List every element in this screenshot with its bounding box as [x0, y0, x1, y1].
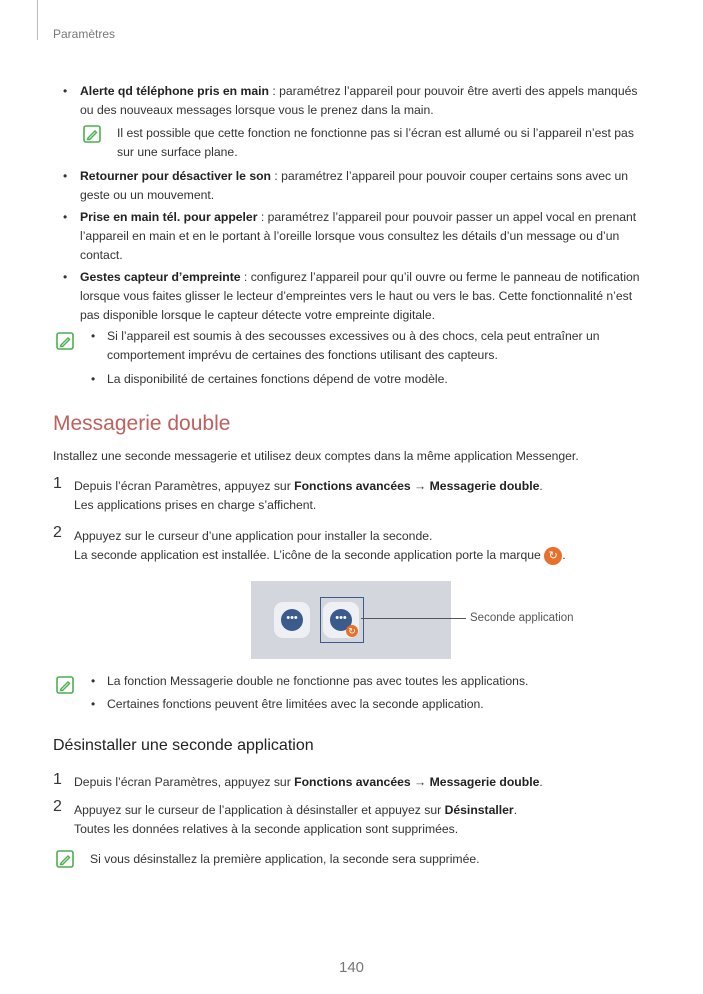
page-number: 140 — [338, 959, 365, 976]
header-divider — [37, 0, 38, 40]
section-intro: Installez une seconde messagerie et utilisez deux comptes dans la même application Messenger. — [53, 449, 579, 463]
bullet-text: : paramétrez l’appareil pour pouvoir être averti des appels manqués — [268, 84, 638, 98]
bullet-item — [80, 208, 636, 265]
note-text: Si vous désinstallez la première application, la seconde sera supprimée. — [90, 852, 480, 866]
note-bullet-text: Certaines fonctions peuvent être limitées avec la seconde application. — [107, 697, 484, 711]
bullet-term: Alerte qd téléphone pris en main — [80, 84, 269, 98]
note-icon — [83, 125, 101, 143]
note-icon — [56, 332, 74, 350]
second-app-tile — [323, 602, 359, 638]
bullet-text: : paramétrez l’appareil pour pouvoir couper certains sons avec un — [271, 169, 629, 183]
messenger-app-icon: ••• — [330, 609, 352, 631]
bullet-dot: • — [91, 674, 96, 688]
bullet-term: Gestes capteur d’empreinte — [80, 270, 241, 284]
first-app-tile — [274, 602, 310, 638]
bullet-dot: • — [63, 169, 68, 183]
bullet-dot: • — [91, 697, 96, 711]
note-text: Il est possible que cette fonction ne fonctionne pas si l’écran est allumé ou si l’appareil n’est pas sur une surface plane. — [117, 126, 634, 159]
note-bullet-text: La fonction Messagerie double ne fonctionne pas avec toutes les applications. — [107, 674, 529, 688]
step-text: Appuyez sur le curseur d’une application pour installer la seconde. La seconde application est installée. L’icône de la seconde application porte la marque ↻ . — [74, 527, 566, 565]
step-text: Appuyez sur le curseur de l’application à désinstaller et appuyez sur Désinstaller. Toutes les données relatives à la seconde application sont supprimées. — [74, 803, 518, 836]
step-text: Depuis l’écran Paramètres, appuyez sur Fonctions avancées → Messagerie double. Les applications prises en charge s’affichent. — [74, 479, 543, 512]
bullet-text: ou des nouveaux messages lorsque vous le prenez dans la main. — [80, 103, 434, 117]
bullet-text: contact. — [80, 248, 123, 262]
note-icon — [56, 676, 74, 694]
bullet-term: Retourner pour désactiver le son — [80, 169, 271, 183]
bullet-text: pas disponible lorsque le capteur détecte votre empreinte digitale. — [80, 308, 436, 322]
bullet-dot: • — [63, 84, 68, 98]
step-text: Depuis l’écran Paramètres, appuyez sur Fonctions avancées → Messagerie double. — [74, 775, 543, 789]
bullet-dot: • — [63, 210, 68, 224]
step-number: 1 — [53, 771, 62, 788]
bullet-item — [80, 167, 628, 205]
subsection-title: Désinstaller une seconde application — [53, 737, 314, 754]
bullet-text: geste ou un mouvement. — [80, 188, 215, 202]
bullet-dot: • — [91, 372, 96, 386]
callout-label: Seconde application — [470, 612, 574, 624]
bullet-item — [80, 82, 638, 120]
bullet-term: Prise en main tél. pour appeler — [80, 210, 258, 224]
dual-messenger-figure — [251, 581, 451, 659]
messenger-app-icon: ••• — [281, 609, 303, 631]
note-bullet-text: La disponibilité de certaines fonctions dépend de votre modèle. — [107, 372, 448, 386]
bullet-dot: • — [91, 329, 96, 343]
bullet-dot: • — [63, 270, 68, 284]
header-section-title: Paramètres — [53, 27, 116, 41]
bullet-text: lorsque vous faites glisser le lecteur d’empreintes vers le haut ou vers le bas. Cette fonctionnalité n’est — [80, 289, 633, 303]
callout-line — [361, 618, 466, 619]
step-number: 2 — [53, 524, 62, 541]
section-title: Messagerie double — [53, 412, 231, 435]
dual-messenger-badge-icon: ↻ — [346, 625, 358, 637]
step-number: 2 — [53, 798, 62, 815]
note-bullet-text: Si l’appareil est soumis à des secousses excessives ou à des chocs, cela peut entraîner un comportement imprévu de certaines des fonctions utilisant des capteurs. — [107, 329, 600, 362]
step-number: 1 — [53, 475, 62, 492]
bullet-text: l’appareil en main et en le portant à l’oreille lorsque vous consultez les détails d’un message ou d’un — [80, 229, 620, 243]
bullet-text: : paramétrez l’appareil pour pouvoir passer un appel vocal en prenant — [257, 210, 637, 224]
dual-messenger-badge-icon: ↻ — [544, 547, 562, 565]
bullet-text: : configurez l’appareil pour qu’il ouvre ou ferme le panneau de notification — [240, 270, 640, 284]
note-icon — [56, 850, 74, 868]
bullet-item — [80, 268, 640, 325]
